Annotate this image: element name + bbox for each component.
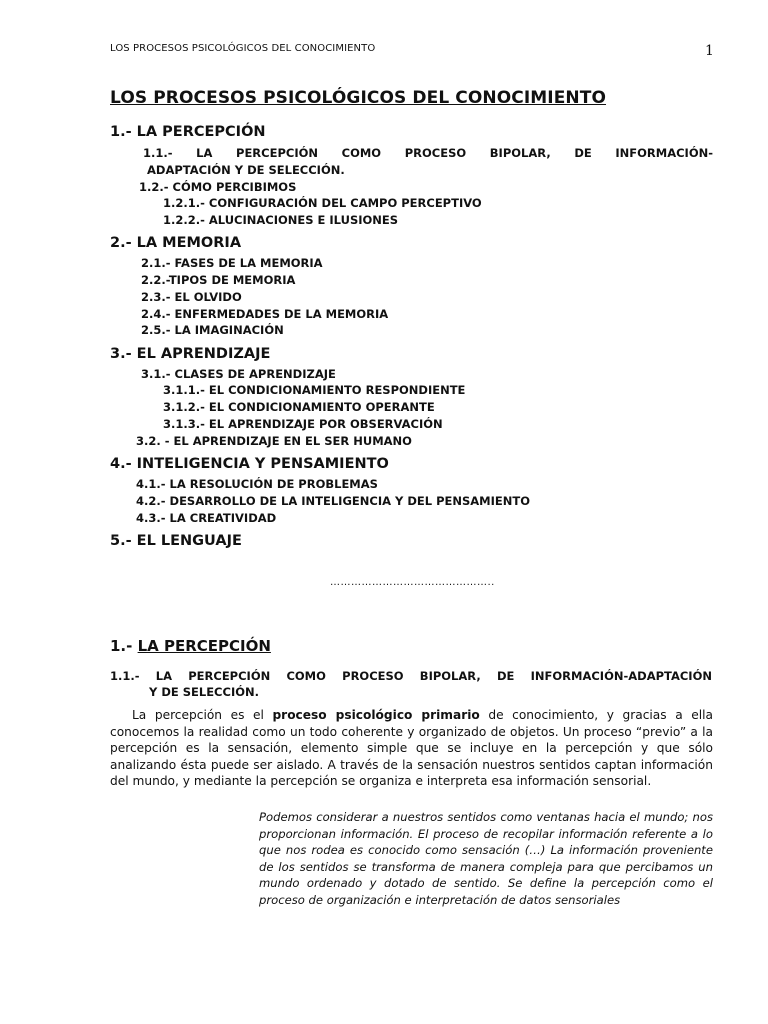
toc-section-5: 5.- EL LENGUAJE [110,533,242,549]
paragraph-text-start: La percepción es el [132,708,273,722]
toc-item-2-3: 2.3.- EL OLVIDO [141,290,242,304]
subsection-heading-line1: 1.1.- LA PERCEPCIÓN COMO PROCESO BIPOLAR, DE INFORMACIÓN-ADAPTACIÓN [110,669,712,683]
toc-item-2-4: 2.4.- ENFERMEDADES DE LA MEMORIA [141,307,389,321]
toc-item-3-2: 3.2. - EL APRENDIZAJE EN EL SER HUMANO [136,434,412,448]
paragraph-bold-term: proceso psicológico primario [272,708,480,722]
toc-item-3-1-1: 3.1.1.- EL CONDICIONAMIENTO RESPONDIENTE [163,383,466,397]
toc-item-4-2: 4.2.- DESARROLLO DE LA INTELIGENCIA Y DEL PENSAMIENTO [136,494,530,508]
toc-item-1-1-line2: ADAPTACIÓN Y DE SELECCIÓN. [147,163,345,177]
toc-section-3: 3.- EL APRENDIZAJE [110,346,271,362]
toc-item-3-1-3: 3.1.3.- EL APRENDIZAJE POR OBSERVACIÓN [163,417,443,431]
paragraph-text-end: de conocimiento, y gracias a ella conocemos la realidad como un todo coherente y organizado de objetos. Un proceso “previo” a la percepción es la sensación, elemento simple que se incluye en la percepción y que sólo analizando ésta puede ser aislado. A través de la sensación nuestros sentidos captan información del mundo, y mediante la percepción se organiza e interpreta esa información sensorial. [110,708,713,788]
toc-item-2-1: 2.1.- FASES DE LA MEMORIA [141,256,323,270]
toc-section-2: 2.- LA MEMORIA [110,235,242,251]
running-header: LOS PROCESOS PSICOLÓGICOS DEL CONOCIMIENTO [110,43,376,54]
page-number: 1 [705,43,714,59]
section-heading [110,637,271,655]
toc-item-3-1-2: 3.1.2.- EL CONDICIONAMIENTO OPERANTE [163,400,435,414]
subsection-heading-line2: Y DE SELECCIÓN. [149,685,259,699]
toc-section-4: 4.- INTELIGENCIA Y PENSAMIENTO [110,456,389,472]
section-number: 1.- [110,637,138,655]
toc-item-4-1: 4.1.- LA RESOLUCIÓN DE PROBLEMAS [136,477,378,491]
toc-item-2-2: 2.2.-TIPOS DE MEMORIA [141,273,296,287]
toc-item-4-3: 4.3.- LA CREATIVIDAD [136,511,277,525]
dotted-separator: ……………………………………….. [330,577,495,588]
document-title: LOS PROCESOS PSICOLÓGICOS DEL CONOCIMIENTO [110,88,607,108]
section-title: LA PERCEPCIÓN [137,637,271,655]
toc-item-1-2-1: 1.2.1.- CONFIGURACIÓN DEL CAMPO PERCEPTIVO [163,196,482,210]
toc-section-1: 1.- LA PERCEPCIÓN [110,124,266,140]
toc-item-2-5: 2.5.- LA IMAGINACIÓN [141,323,284,337]
toc-item-1-2: 1.2.- CÓMO PERCIBIMOS [139,180,297,194]
toc-item-1-1-line1: 1.1.- LA PERCEPCIÓN COMO PROCESO BIPOLAR, DE INFORMACIÓN- [143,146,713,160]
toc-item-1-2-2: 1.2.2.- ALUCINACIONES E ILUSIONES [163,213,399,227]
body-paragraph [110,707,713,790]
block-quote: Podemos considerar a nuestros sentidos como ventanas hacia el mundo; nos proporcionan información. El proceso de recopilar información referente a lo que nos rodea es conocido como sensación (…) La información proveniente de los sentidos se transforma de manera compleja para que percibamos un mundo ordenado y dotado de sentido. Se define la percepción como el proceso de organización e interpretación de datos sensoriales [259,810,713,907]
toc-item-3-1: 3.1.- CLASES DE APRENDIZAJE [141,367,336,381]
